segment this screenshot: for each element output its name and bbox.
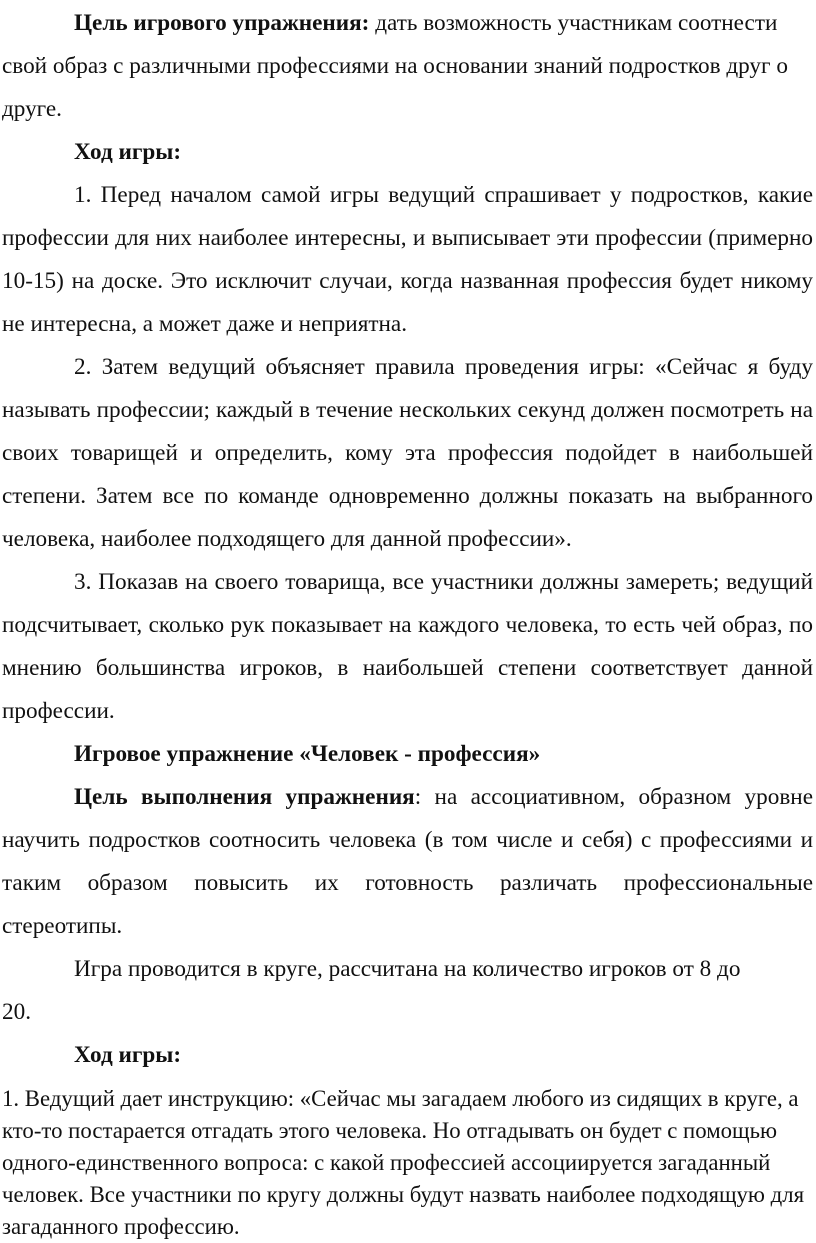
document-page [2, 2, 813, 1243]
exercise-step-1-paragraph: 1. Ведущий дает инструкцию: «Сейчас мы загадаем любого из сидящих в круге, а кто-то постарается отгадать этого человека. Но отгадывать он будет с помощью одного-единственного вопроса: с какой профессией ассоциируется загаданный человек. Все участники по кругу должны будут назвать наиболее подходящую для загаданного профессию. [2, 1086, 805, 1239]
step-1-paragraph: 1. Перед началом самой игры ведущий спрашивает у подростков, какие профессии для них наиболее интересны, и выписывает эти профессии (примерно 10-15) на доске. Это исключит случаи, когда названная профессия будет никому не интересна, а может даже и неприятна. [2, 182, 813, 337]
step-3-paragraph: 3. Показав на своего товарища, все участники должны замереть; ведущий подсчитывает, сколько рук показывает на каждого человека, то есть чей образ, по мнению большинства игроков, в наибольшей степени соответствует данной профессии. [2, 569, 813, 724]
exercise-goal-label: Цель выполнения упражнения [74, 784, 415, 810]
exercise-goal-paragraph [2, 776, 813, 948]
exercise-progress-heading: Ход игры: [74, 1042, 182, 1068]
step-2-paragraph: 2. Затем ведущий объясняет правила проведения игры: «Сейчас я буду называть профессии; каждый в течение нескольких секунд должен посмотреть на своих товарищей и определить, кому эта профессия подойдет в наибольшей степени. Затем все по команде одновременно должны показать на выбранного человека, наиболее подходящего для данной профессии». [2, 354, 813, 552]
goal-label: Цель игрового упражнения: [74, 10, 370, 36]
goal-text: дать возможность участникам соотнести свой образ с различными профессиями на основании знаний подростков друг о друге. [2, 10, 788, 122]
setup-paragraph: Игра проводится в круге, рассчитана на количество игроков от 8 до 20. [2, 956, 741, 1025]
game-progress-heading: Ход игры: [74, 139, 182, 165]
goal-paragraph [2, 2, 813, 131]
exercise-title: Игровое упражнение «Человек - профессия» [74, 741, 541, 767]
exercise-goal-text: : на ассоциативном, образном уровне научить подростков соотносить человека (в том числе и себя) с профессиями и таким образом повысить их готовность различать профессиональные стереотипы. [2, 784, 813, 939]
